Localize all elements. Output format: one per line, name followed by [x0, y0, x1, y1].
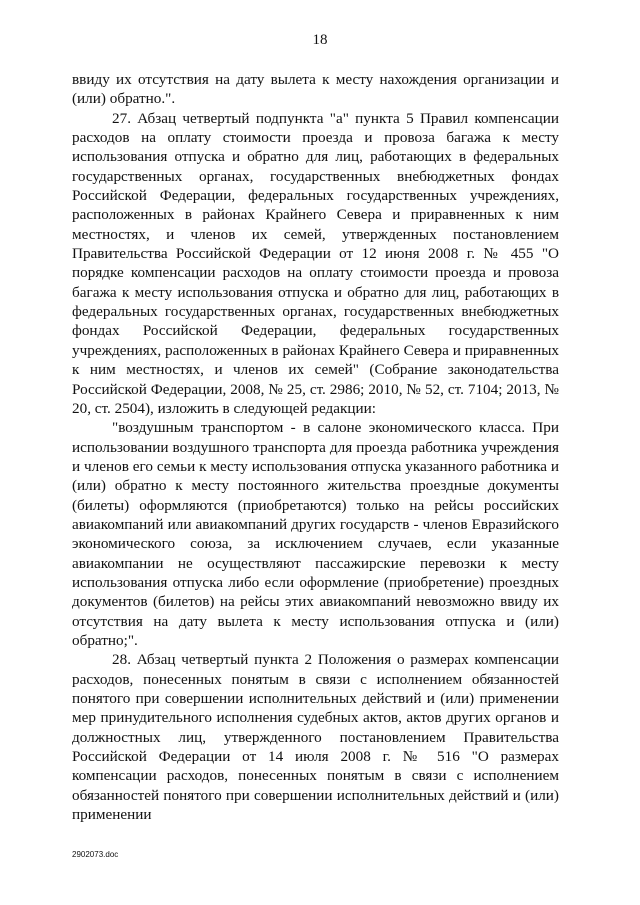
paragraph-continuation: ввиду их отсутствия на дату вылета к месту нахождения организации и (или) обратно.".: [72, 71, 559, 108]
paragraph-item-28: 28. Абзац четвертый пункта 2 Положения о размерах компенсации расходов, понесенных понятым в связи с исполнением обязанностей понятого при совершении исполнительных действий и (или) применении мер принудительного исполнения судебных актов, актов других органов и должностных лиц, утвержденного постановлением Правительства Российской Федерации от 14 июля 2008 г. № 516 "О размерах компенсации расходов, понесенных понятым в связи с исполнением обязанностей понятого при совершении исполнительных действий и (или) применении: [72, 651, 559, 824]
page-number: 18: [312, 32, 328, 48]
footer-filename: 2902073.doc: [72, 850, 119, 859]
paragraph-item-27: 27. Абзац четвертый подпункта "а" пункта 5 Правил компенсации расходов на оплату стоимости проезда и провоза багажа к месту использования отпуска и обратно для лиц, работающих в федеральных государственных органах, государственных внебюджетных фондах Российской Федерации, федеральных государственных учреждениях, расположенных в районах Крайнего Севера и приравненных к ним местностях, и членов их семей, утвержденных постановлением Правительства Российской Федерации от 12 июня 2008 г. № 455 "О порядке компенсации расходов на оплату стоимости проезда и провоза багажа к месту использования отпуска и обратно для лиц, работающих в федеральных государственных органах, государственных внебюджетных фондах Российской Федерации, федеральных государственных учреждениях, расположенных в районах Крайнего Севера и приравненных к ним местностях, и членов их семей" (Собрание законодательства Российской Федерации, 2008, № 25, ст. 2986; 2010, № 52, ст. 7104; 2013, № 20, ст. 2504), изложить в следующей редакции:: [72, 109, 559, 417]
paragraph-quoted-text: "воздушным транспортом - в салоне экономического класса. При использовании воздушного транспорта для проезда работника учреждения и членов его семьи к месту использования отпуска указанного работника и (или) обратно к месту постоянного жительства проездные документы (билеты) оформляются (приобретаются) только на рейсы российских авиакомпаний или авиакомпаний других государств - членов Евразийского экономического союза, за исключением случаев, если указанные авиакомпании не осуществляют пассажирские перевозки к месту использования отпуска либо если оформление (приобретение) проездных документов (билетов) на рейсы этих авиакомпаний невозможно ввиду их отсутствия на дату вылета к месту использования отпуска и (или) обратно;".: [72, 419, 559, 649]
document-body: [72, 70, 559, 824]
